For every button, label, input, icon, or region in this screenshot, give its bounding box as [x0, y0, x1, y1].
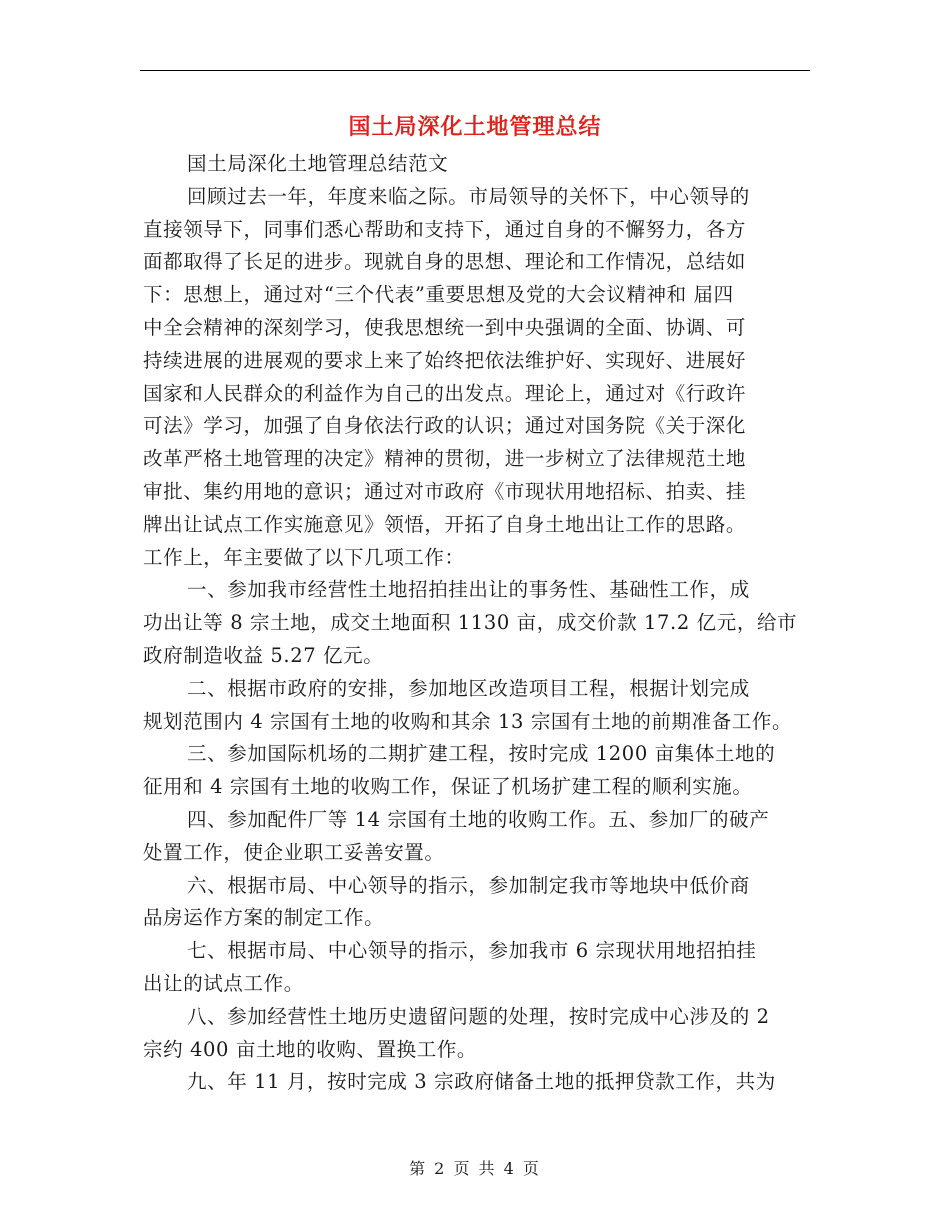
text-line: 牌出让试点工作实施意见》领悟，开拓了自身土地出让工作的思路。 — [143, 512, 747, 536]
text-line: 宗约 400 亩土地的收购、置换工作。 — [143, 1037, 478, 1061]
document-subtitle: 国土局深化土地管理总结范文 — [187, 152, 449, 175]
header-rule — [140, 70, 810, 71]
document-body — [143, 148, 810, 1099]
text-line: 七、根据市局、中心领导的指示，参加我市 6 宗现状用地招拍挂 — [187, 939, 757, 963]
text-line: 一、参加我市经营性土地招拍挂出让的事务性、基础性工作，成 — [187, 578, 750, 602]
text-line: 政府制造收益 5.27 亿元。 — [143, 643, 384, 667]
text-line: 国家和人民群众的利益作为自己的出发点。理论上，通过对《行政许 — [143, 381, 747, 405]
text-line: 回顾过去一年，年度来临之际。市局领导的关怀下，中心领导的 — [187, 184, 750, 208]
text-line: 品房运作方案的制定工作。 — [143, 906, 385, 930]
text-line: 六、根据市局、中心领导的指示，参加制定我市等地块中低价商 — [187, 873, 750, 897]
text-line: 九、年 11 月，按时完成 3 宗政府储备土地的抵押贷款工作，共为 — [187, 1070, 776, 1094]
document-title: 国土局深化土地管理总结 — [348, 114, 602, 140]
text-line: 可法》学习，加强了自身依法行政的认识；通过对国务院《关于深化 — [143, 414, 747, 438]
text-line: 下：思想上，通过对“三个代表”重要思想及党的大会议精神和 届四 — [143, 283, 734, 307]
paragraph-lines — [143, 181, 810, 1099]
text-line: 出让的试点工作。 — [143, 971, 304, 995]
text-line: 工作上，年主要做了以下几项工作： — [143, 545, 465, 569]
text-line: 持续进展的进展观的要求上来了始终把依法维护好、实现好、进展好 — [143, 348, 747, 372]
text-line: 四、参加配件厂等 14 宗国有土地的收购工作。五、参加厂的破产 — [187, 807, 770, 831]
text-line: 征用和 4 宗国有土地的收购工作，保证了机场扩建工程的顺利实施。 — [143, 775, 753, 799]
text-line: 改革严格土地管理的决定》精神的贯彻，进一步树立了法律规范土地 — [143, 447, 747, 471]
text-line: 面都取得了长足的进步。现就自身的思想、理论和工作情况，总结如 — [143, 250, 747, 274]
page-footer: 第 2 页 共 4 页 — [409, 1159, 541, 1178]
text-line: 八、参加经营性土地历史遗留问题的处理，按时完成中心涉及的 2 — [187, 1004, 770, 1028]
text-line: 三、参加国际机场的二期扩建工程，按时完成 1200 亩集体土地的 — [187, 742, 776, 766]
text-line: 功出让等 8 宗土地，成交土地面积 1130 亩，成交价款 17.2 亿元，给市 — [143, 611, 798, 635]
text-line: 处置工作，使企业职工妥善安置。 — [143, 840, 445, 864]
text-line: 中全会精神的深刻学习，使我思想统一到中央强调的全面、协调、可 — [143, 315, 747, 339]
text-line: 直接领导下，同事们悉心帮助和支持下，通过自身的不懈努力，各方 — [143, 217, 747, 241]
text-line: 审批、集约用地的意识；通过对市政府《市现状用地招标、拍卖、挂 — [143, 479, 747, 503]
text-line: 二、根据市政府的安排，参加地区改造项目工程，根据计划完成 — [187, 676, 750, 700]
text-line: 规划范围内 4 宗国有土地的收购和其余 13 宗国有土地的前期准备工作。 — [143, 709, 793, 733]
